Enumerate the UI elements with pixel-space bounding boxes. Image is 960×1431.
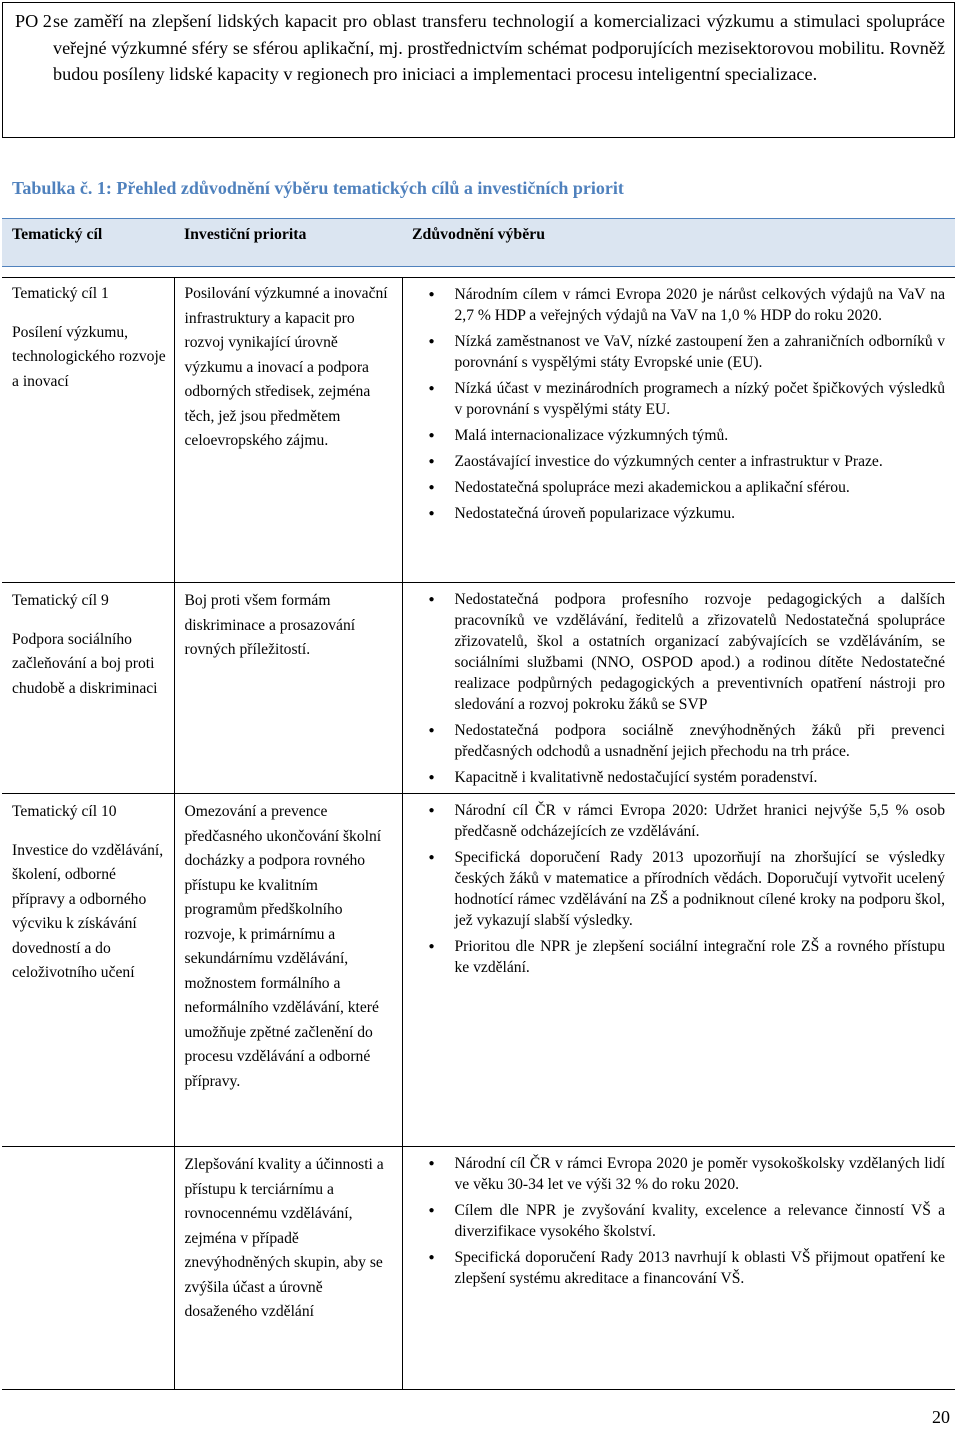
table-row — [2, 1147, 955, 1390]
reason-item: ● Nedostatečná podpora profesního rozvoje pedagogických a dalších pracovníků ve vzdělávání, ředitelů a zřizovatelů Nedostatečná spolupráce zřizovatelů, škol a ostatních organizací zabývajících se vzděláváním, se sociálními službami (NNO, OSPOD apod.) a rodinou dítěte Nedostatečné realizace podpůrných pedagogických a preventivních opatření nástroji pro sledování a rozvoj pokroku žáků se SVP — [427, 589, 946, 715]
reason-item: ● Nízká zaměstnanost ve VaV, nízké zastoupení žen a zahraničních odborníků v porovnání s vyspělými státy Evropské unie (EU). — [427, 331, 946, 373]
reason-item: ● Nedostatečná spolupráce mezi akademickou a aplikační sférou. — [427, 477, 946, 498]
priority-text: Zlepšování kvality a účinnosti a přístupu k terciárnímu a rovnocennému vzdělávání, zejména v případě znevýhodněných skupin, aby se zvýšila účast a úrovně dosaženého vzdělání — [184, 1156, 384, 1320]
reason-item: ● Národním cílem v rámci Evropa 2020 je nárůst celkových výdajů na VaV na 2,7 % HDP a veřejných výdajů na VaV na 1,0 % HDP do roku 2020. — [427, 284, 946, 326]
reason-item: ● Nedostatečná úroveň popularizace výzkumu. — [427, 503, 946, 524]
page-number: 20 — [932, 1407, 950, 1427]
reason-list — [427, 589, 946, 788]
intro-box — [2, 2, 955, 138]
header-priority: Investiční priorita — [174, 219, 402, 267]
goal-text: Podpora sociálního začleňování a boj proti chudobě a diskriminaci — [12, 630, 158, 697]
table-header-row — [2, 219, 955, 267]
reason-list — [427, 800, 946, 978]
goal-title: Tematický cíl 10 — [12, 803, 117, 820]
intro-text: se zaměří na zlepšení lidských kapacit pro oblast transferu technologií a komercializaci výzkumu a stimulaci spolupráce veřejné výzkumné sféry se sférou aplikační, mj. prostřednictvím schémat podporujících mezisektorovou mobilitu. Rovněž budou posíleny lidské kapacity v regionech pro iniciaci a implementaci procesu inteligentní specializace. — [53, 11, 945, 84]
goal-title: Tematický cíl 1 — [12, 285, 109, 302]
reason-item: ● Nedostatečná podpora sociálně znevýhodněných žáků při prevenci předčasných odchodů a usnadnění jejich přechodu na trh práce. — [427, 720, 946, 762]
table-caption: Tabulka č. 1: Přehled zdůvodnění výběru tematických cílů a investičních priorit — [12, 178, 624, 198]
reason-list — [427, 284, 946, 524]
priority-text: Boj proti všem formám diskriminace a prosazování rovných příležitostí. — [184, 592, 356, 658]
goal-text: Posílení výzkumu, technologického rozvoje a inovací — [12, 323, 166, 390]
reason-item: ● Prioritou dle NPR je zlepšení sociální integrační role ZŠ a rovného přístupu ke vzdělání. — [427, 936, 946, 978]
reason-item: ● Národní cíl ČR v rámci Evropa 2020: Udržet hranici nejvýše 5,5 % osob předčasně odcházejících ze vzdělávání. — [427, 800, 946, 842]
priority-text: Posilování výzkumné a inovační infrastruktury a kapacit pro rozvoj vynikající úrovně výzkumu a inovací a podpora odborných středisek, zejména těch, jež jsou předmětem celoevropského zájmu. — [184, 285, 388, 449]
reason-item: ● Národní cíl ČR v rámci Evropa 2020 je poměr vysokoškolsky vzdělaných lidí ve věku 30-34 let ve výši 32 % do roku 2020. — [427, 1153, 946, 1195]
table-row — [2, 583, 955, 794]
intro-label: PO 2 — [15, 11, 52, 31]
reason-item: ● Specifická doporučení Rady 2013 navrhují k oblasti VŠ přijmout opatření ke zlepšení systému akreditace a financování VŠ. — [427, 1247, 946, 1289]
reason-item: ● Kapacitně i kvalitativně nedostačující systém poradenství. — [427, 767, 946, 788]
reason-item: ● Zaostávající investice do výzkumných center a infrastruktur v Praze. — [427, 451, 946, 472]
reason-item: ● Cílem dle NPR je zvyšování kvality, excelence a relevance činností VŠ a diverzifikace vysokého školství. — [427, 1200, 946, 1242]
goal-title: Tematický cíl 9 — [12, 592, 109, 609]
table-row — [2, 278, 955, 583]
table-row — [2, 794, 955, 1147]
reason-item: ● Specifická doporučení Rady 2013 upozorňují na zhoršující se výsledky českých žáků v matematice a přírodních vědách. Doporučují vytvořit ucelený hodnotící rámec vzdělávání na ZŠ a podniknout cílené kroky na podporu škol, jež vykazují slabší výsledky. — [427, 847, 946, 931]
priority-text: Omezování a prevence předčasného ukončování školní docházky a podpora rovného přístupu ke kvalitním programům předškolního rozvoje, k primárnímu a sekundárnímu vzdělávání, možnostem formálního a neformálního vzdělávání, které umožňuje zpětné začlenění do procesu vzdělávání a odborné přípravy. — [184, 803, 382, 1090]
reason-item: ● Malá internacionalizace výzkumných týmů. — [427, 425, 946, 446]
header-goal: Tematický cíl — [2, 219, 174, 267]
reason-item: ● Nízká účast v mezinárodních programech a nízký počet špičkových výsledků v porovnání s vyspělými státy EU. — [427, 378, 946, 420]
reason-list — [427, 1153, 946, 1289]
goal-text: Investice do vzdělávání, školení, odborné přípravy a odborného výcviku k získávání dovedností a do celoživotního učení — [12, 841, 164, 981]
priorities-table — [2, 218, 955, 1390]
header-reason: Zdůvodnění výběru — [402, 219, 955, 267]
